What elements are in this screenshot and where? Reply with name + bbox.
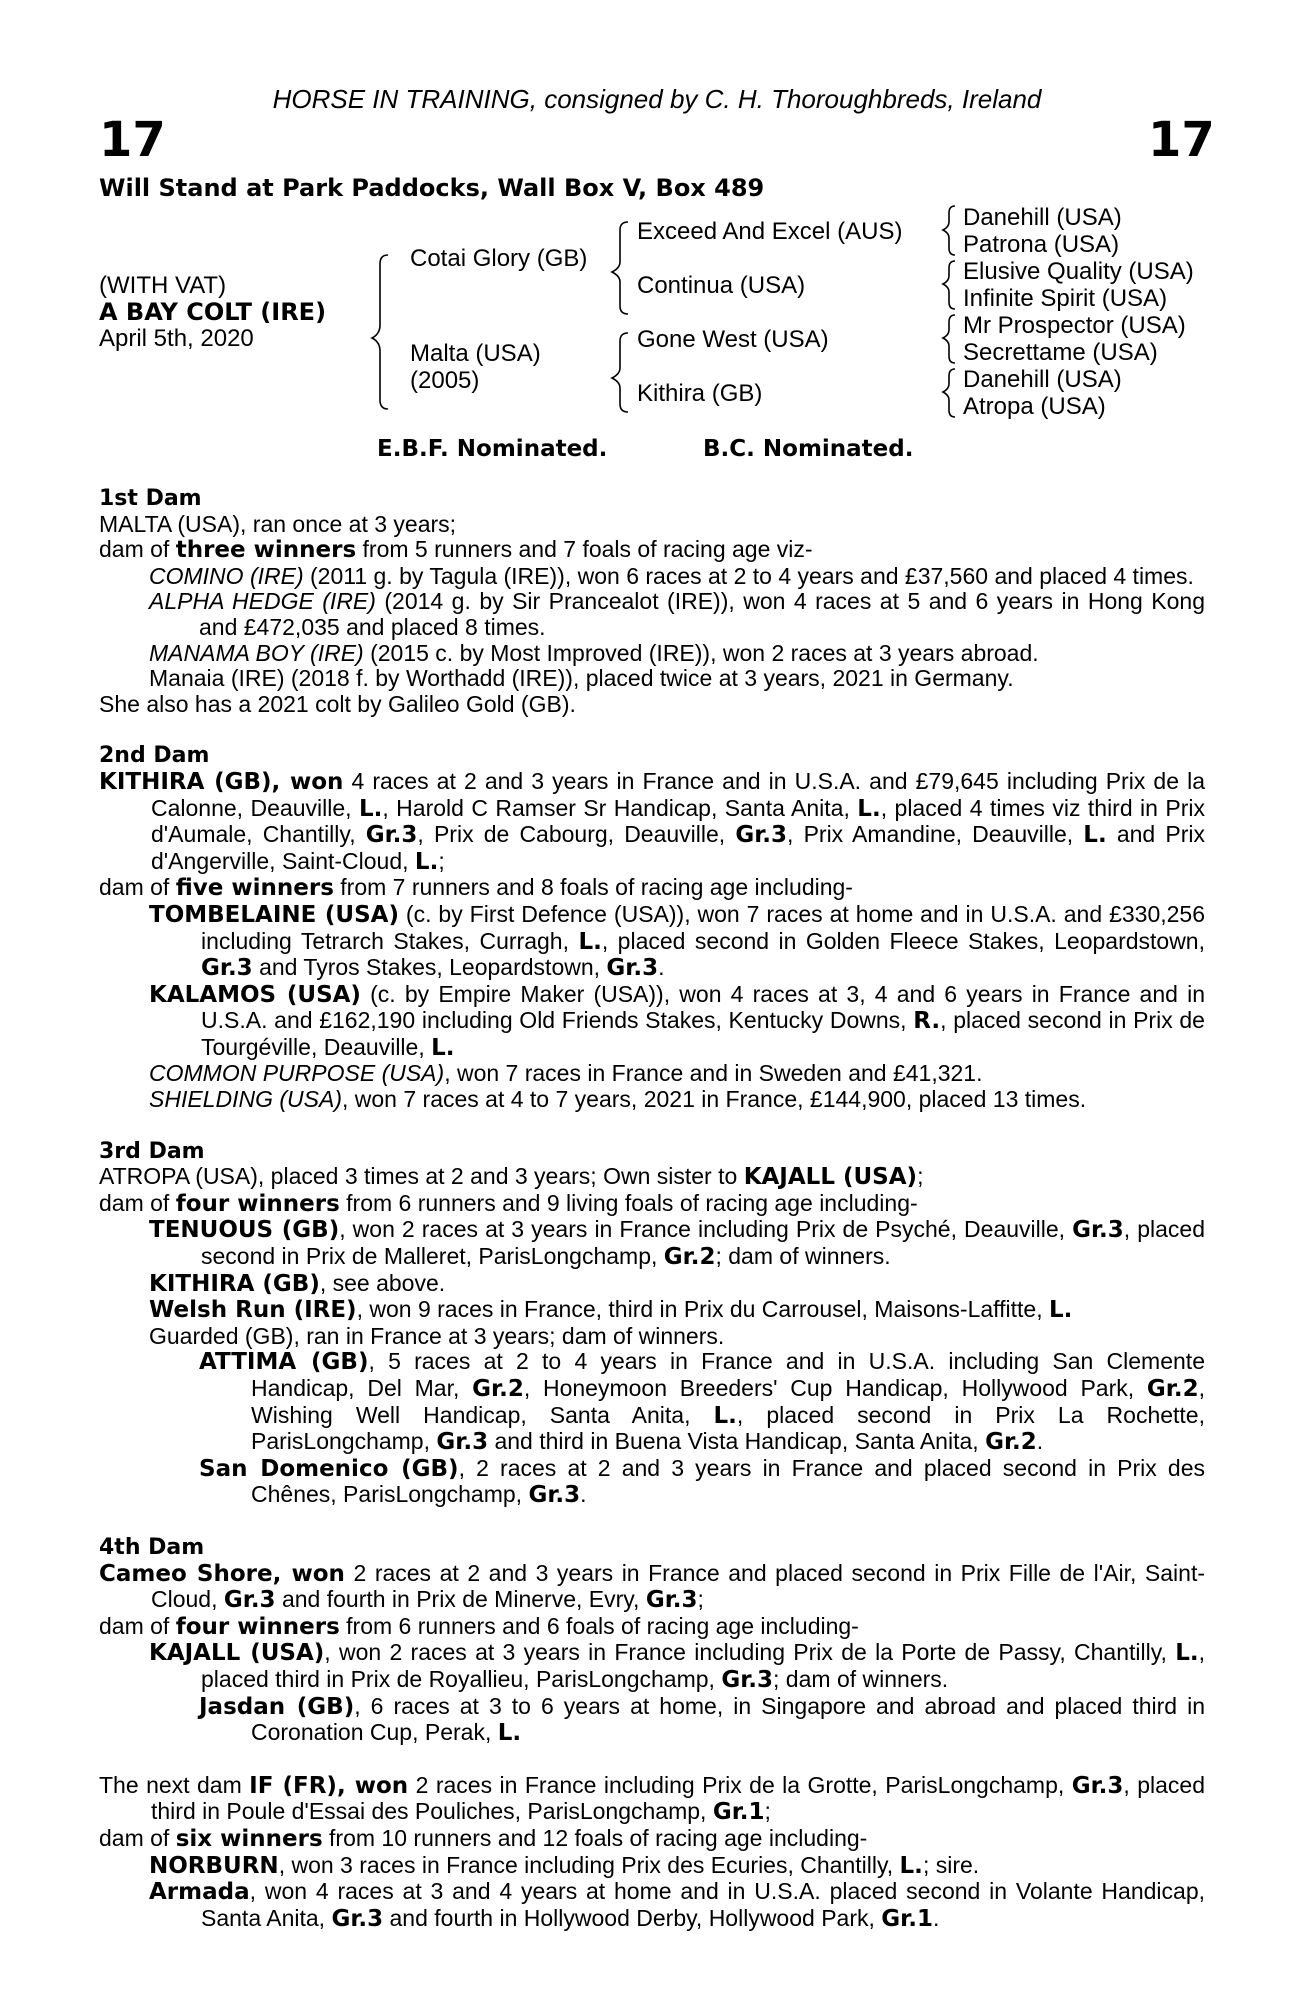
dam-sire: Gone West (USA) [637, 326, 829, 353]
sire-dam: Continua (USA) [637, 272, 806, 299]
grandsire-7: Danehill (USA) [963, 366, 1122, 393]
list-item: KITHIRA (GB), see above. [149, 1269, 446, 1297]
fourth-dam-heading: 4th Dam [99, 1534, 205, 1560]
stand-location: Will Stand at Park Paddocks, Wall Box V, Box 489 [99, 174, 765, 202]
list-item: KAJALL (USA), won 2 races at 3 years in France including Prix de la Porte de Passy, Chantilly, L., placed third in Prix de Royallieu, ParisLongchamp, Gr.3; dam of winners. [149, 1639, 1205, 1693]
sire: Cotai Glory (GB) [410, 245, 588, 272]
first-dam-produce: dam of three winners from 5 runners and 7 foals of racing age viz- [99, 536, 813, 564]
list-item: COMINO (IRE) (2011 g. by Tagula (IRE)), won 6 races at 2 to 4 years and £37,560 and placed 4 times. [149, 562, 1194, 589]
foaling-date: April 5th, 2020 [99, 325, 254, 352]
third-dam-heading: 3rd Dam [99, 1138, 205, 1164]
ebf-nominated: E.B.F. Nominated. [377, 436, 608, 462]
granddam-2: Patrona (USA) [963, 231, 1120, 258]
third-dam-produce: dam of four winners from 6 runners and 9 living foals of racing age including- [99, 1189, 918, 1217]
lot-number-right: 17 [1148, 112, 1215, 168]
list-item: Manaia (IRE) (2018 f. by Worthadd (IRE)), placed twice at 3 years, 2021 in Germany. [149, 665, 1014, 692]
sire-sire: Exceed And Excel (AUS) [637, 218, 903, 245]
list-item: NORBURN, won 3 races in France including Prix des Ecuries, Chantilly, L.; sire. [149, 1851, 980, 1879]
granddam-6: Secrettame (USA) [963, 339, 1158, 366]
horse-name: A BAY COLT (IRE) [99, 298, 327, 326]
first-dam-heading: 1st Dam [99, 486, 202, 511]
fourth-dam-produce: dam of four winners from 6 runners and 6 foals of racing age including- [99, 1612, 859, 1640]
vat-note: (WITH VAT) [99, 272, 227, 299]
first-dam-text: MALTA (USA), ran once at 3 years; [99, 510, 457, 537]
grandsire-5: Mr Prospector (USA) [963, 312, 1186, 339]
list-item: Guarded (GB), ran in France at 3 years; dam of winners. [149, 1322, 725, 1349]
list-item: Welsh Run (IRE), won 9 races in France, third in Prix du Carrousel, Maisons-Laffitte, L. [149, 1296, 1073, 1324]
list-item: TENUOUS (GB), won 2 races at 3 years in France including Prix de Psyché, Deauville, Gr.3, placed second in Prix de Malleret, ParisLongchamp, Gr.2; dam of winners. [149, 1216, 1206, 1271]
third-dam-text: ATROPA (USA), placed 3 times at 2 and 3 years; Own sister to KAJALL (USA); [99, 1163, 924, 1191]
dam-year: (2005) [410, 367, 480, 394]
list-item: Jasdan (GB), 6 races at 3 to 6 years at home, in Singapore and abroad and placed third in Coronation Cup, Perak, L. [199, 1692, 1205, 1747]
dam-dam: Kithira (GB) [637, 380, 763, 407]
list-item: SHIELDING (USA), won 7 races at 4 to 7 years, 2021 in France, £144,900, placed 13 times. [149, 1086, 1087, 1113]
grandsire-3: Elusive Quality (USA) [963, 258, 1194, 285]
second-dam-produce: dam of five winners from 7 runners and 8 foals of racing age including- [99, 874, 853, 902]
list-item: COMMON PURPOSE (USA), won 7 races in France and in Sweden and £41,321. [149, 1060, 983, 1087]
fourth-dam-text: Cameo Shore, won 2 races at 2 and 3 years in France and placed second in Prix Fille de l'Air, Saint-Cloud, Gr.3 and fourth in Prix de Minerve, Evry, Gr.3; [99, 1559, 1205, 1614]
list-item: KALAMOS (USA) (c. by Empire Maker (USA)), won 4 races at 3, 4 and 6 years in France and in U.S.A. and £162,190 including Old Friends Stakes, Kentucky Downs, R., placed second in Prix de Tourgéville, Deauville, L. [149, 980, 1206, 1061]
list-item: MANAMA BOY (IRE) (2015 c. by Most Improved (IRE)), won 2 races at 3 years abroad. [149, 639, 1039, 666]
bc-nominated: B.C. Nominated. [703, 436, 914, 462]
next-dam-text: The next dam IF (FR), won 2 races in France including Prix de la Grotte, ParisLongchamp, Gr.3, placed third in Poule d'Essai des Pouliches, ParisLongchamp, Gr.1; [99, 1771, 1205, 1826]
second-dam-heading: 2nd Dam [99, 743, 210, 769]
list-item: San Domenico (GB), 2 races at 2 and 3 years in France and placed second in Prix des Chênes, ParisLongchamp, Gr.3. [199, 1454, 1205, 1509]
first-dam-note: She also has a 2021 colt by Galileo Gold (GB). [99, 690, 576, 717]
dam: Malta (USA) [410, 340, 541, 367]
list-item: ALPHA HEDGE (IRE) (2014 g. by Sir Prancealot (IRE)), won 4 races at 5 and 6 years in Hong Kong and £472,035 and placed 8 times. [149, 588, 1205, 640]
list-item: TOMBELAINE (USA) (c. by First Defence (USA)), won 7 races at home and in U.S.A. and £330,256 including Tetrarch Stakes, Curragh, L., placed second in Golden Fleece Stakes, Leopardstown, Gr.3 and Tyros Stakes, Leopardstown, Gr.3. [149, 900, 1206, 982]
produce-record [99, 486, 1205, 1932]
list-item: Armada, won 4 races at 3 and 4 years at home and in U.S.A. placed second in Volante Handicap, Santa Anita, Gr.3 and fourth in Hollywood Derby, Hollywood Park, Gr.1. [149, 1878, 1205, 1932]
second-dam-text: KITHIRA (GB), won 4 races at 2 and 3 years in France and in U.S.A. and £79,645 including Prix de la Calonne, Deauville, L., Harold C Ramser Sr Handicap, Santa Anita, L., placed 4 times viz third in Prix d'Aumale, Chantilly, Gr.3, Prix de Cabourg, Deauville, Gr.3, Prix Amandine, Deauville, L. and Prix d'Angerville, Saint-Cloud, L.; [99, 767, 1206, 875]
granddam-8: Atropa (USA) [963, 393, 1106, 420]
list-item: ATTIMA (GB), 5 races at 2 to 4 years in France and in U.S.A. including San Clemente Handicap, Del Mar, Gr.2, Honeymoon Breeders' Cup Handicap, Hollywood Park, Gr.2, Wishing Well Handicap, Santa Anita, L., placed second in Prix La Rochette, ParisLongchamp, Gr.3 and third in Buena Vista Handicap, Santa Anita, Gr.2. [199, 1348, 1205, 1456]
granddam-4: Infinite Spirit (USA) [963, 285, 1168, 312]
grandsire-1: Danehill (USA) [963, 204, 1122, 231]
lot-number-left: 17 [99, 112, 166, 168]
next-dam-produce: dam of six winners from 10 runners and 12 foals of racing age including- [99, 1824, 868, 1852]
catalogue-header: HORSE IN TRAINING, consigned by C. H. Thoroughbreds, Ireland [272, 84, 1042, 114]
